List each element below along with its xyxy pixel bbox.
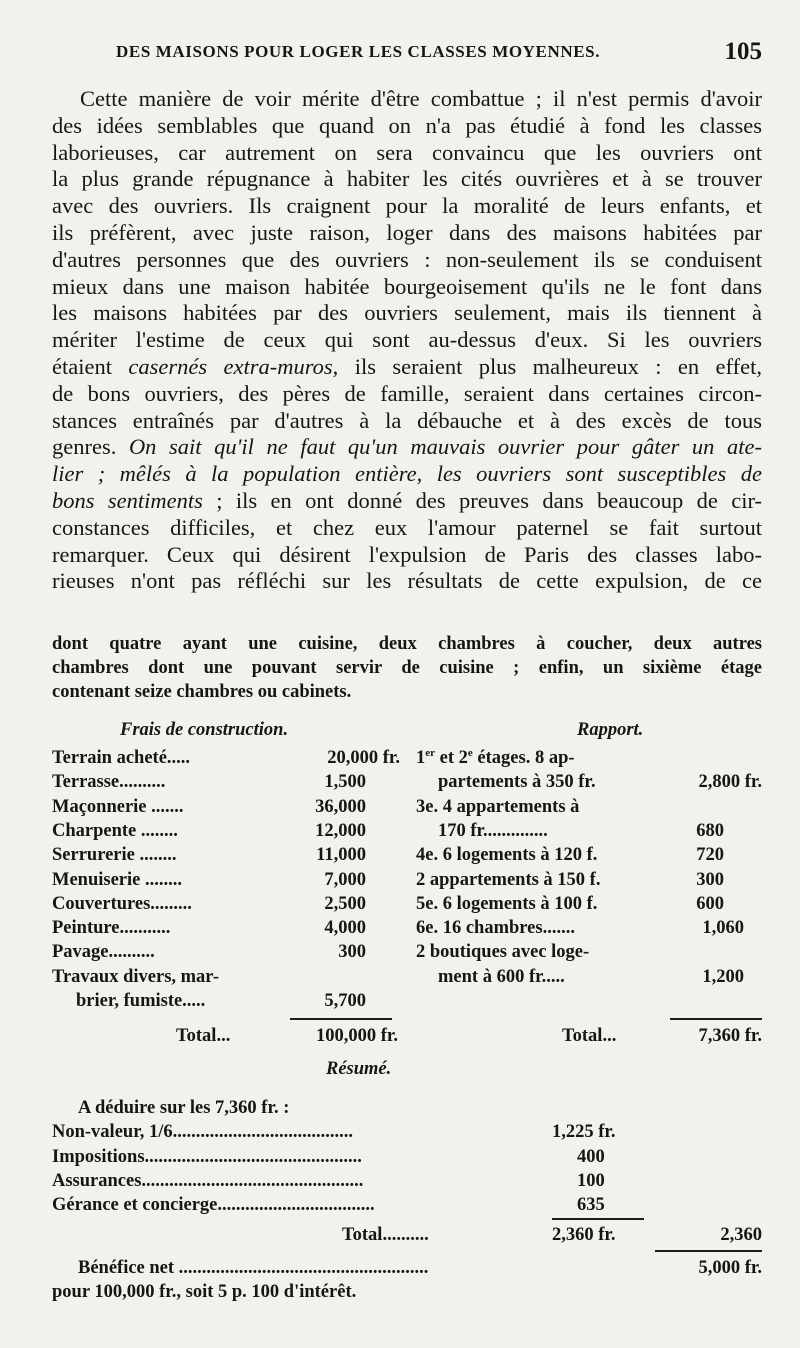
- table-row: [52, 1024, 762, 1048]
- table-row: [416, 965, 762, 989]
- rapport-total-label: Total...: [562, 1026, 617, 1046]
- table-row: [416, 940, 762, 964]
- table-row: [52, 1096, 762, 1120]
- table-row: [52, 795, 400, 819]
- cost-value: 2,500: [324, 893, 366, 914]
- resume-intro: A déduire sur les 7,360 fr. :: [78, 1098, 290, 1118]
- table-row: [416, 916, 762, 940]
- cost-value: 36,000: [315, 796, 366, 817]
- text-line: de bons ouvriers, des pères de famille, seraient dans certaines circon-: [52, 380, 762, 406]
- table-row: [52, 916, 400, 940]
- text-line: constances difficiles, et chez eux l'amour paternel se fait surtout: [52, 514, 762, 540]
- cost-label: Travaux divers, mar-: [52, 966, 219, 987]
- text-run: et 2: [435, 748, 468, 768]
- superscript: er: [425, 746, 436, 759]
- footnote-text: [52, 632, 762, 704]
- italic-run: bons sentiments: [52, 487, 203, 513]
- footnote-line: dont quatre ayant une cuisine, deux chambres à coucher, deux autres: [52, 634, 762, 654]
- footnote-line: chambres dont une pouvant servir de cuisine ; enfin, un sixième étage: [52, 658, 762, 678]
- table-row: [52, 1193, 762, 1217]
- rapport-value: 2,800 fr.: [698, 772, 762, 793]
- text-line: d'autres personnes que des ouvriers : non-seulement ils se conduisent: [52, 246, 762, 272]
- table-row: [52, 819, 400, 843]
- cost-label: Terrasse..........: [52, 772, 166, 793]
- rapport-label: 2 boutiques avec loge-: [416, 942, 590, 963]
- cost-value: 4,000: [324, 918, 366, 939]
- resume-value: 1,225 fr.: [552, 1122, 616, 1143]
- rapport-value: 680: [696, 820, 724, 841]
- total-rule: [655, 1250, 762, 1252]
- rapport-label: 2 appartements à 150 f.: [416, 869, 601, 890]
- rapport-label: ment à 600 fr.....: [438, 966, 565, 987]
- superscript: e: [467, 746, 473, 759]
- resume-label: Impositions...............................................: [52, 1146, 362, 1167]
- resume-heading: Résumé.: [326, 1059, 392, 1079]
- running-title: DES MAISONS POUR LOGER LES CLASSES MOYENNES.: [116, 42, 601, 61]
- table-row: [52, 868, 400, 892]
- rapport-label: 6e. 16 chambres.......: [416, 918, 575, 939]
- table-row: [52, 1280, 762, 1304]
- table-row: [52, 1169, 762, 1193]
- rapport-value: 600: [696, 893, 724, 914]
- costs-total-value: 100,000 fr.: [315, 1026, 398, 1046]
- table-row: [416, 868, 762, 892]
- table-row: [416, 819, 762, 843]
- rapport-value: 300: [696, 869, 724, 890]
- table-row: [52, 892, 400, 916]
- resume-total-value: 2,360 fr.: [552, 1225, 616, 1245]
- text-run: , ils seraient plus malheureux : en effet,: [332, 353, 762, 379]
- text-run: étages. 8 ap-: [472, 748, 575, 768]
- resume-label: Gérance et concierge..................................: [52, 1195, 375, 1216]
- rapport-heading: Rapport.: [577, 720, 644, 740]
- table-row: [416, 770, 762, 794]
- cost-label: brier, fumiste.....: [76, 991, 206, 1011]
- resume-label: Non-valeur, 1/6.......................................: [52, 1122, 353, 1143]
- text-line: mériter l'estime de ceux qui sont au-dessus d'eux. Si les ouvriers: [52, 327, 762, 353]
- rapport-value: 1,060: [702, 918, 744, 939]
- text-run: ; ils en ont donné des preuves dans beaucoup de cir-: [202, 487, 762, 513]
- main-paragraph: [52, 86, 762, 595]
- cost-value: 11,000: [316, 845, 366, 866]
- footnote-line: contenant seize chambres ou cabinets.: [52, 682, 352, 702]
- costs-heading: Frais de construction.: [120, 720, 289, 740]
- rapport-value: 720: [696, 845, 724, 866]
- rapport-label: partements à 350 fr.: [438, 772, 596, 793]
- table-row: [52, 989, 400, 1013]
- net-label: Bénéfice net ......................................................: [78, 1258, 429, 1278]
- table-row: [52, 1120, 762, 1144]
- text-run: genres.: [52, 434, 129, 460]
- resume-total-out: 2,360: [720, 1225, 762, 1245]
- text-line: lier ; mêlés à la population entière, les ouvriers sont susceptibles de: [52, 461, 762, 487]
- text-line: ils préfèrent, avec juste raison, loger dans des maisons habitées par: [52, 219, 762, 245]
- rapport-label: 3e. 4 appartements à: [416, 796, 580, 817]
- rapport-label: 170 fr..............: [438, 820, 548, 841]
- table-row: [52, 770, 400, 794]
- table-row: [416, 843, 762, 867]
- text-line: la plus grande répugnance à habiter les cités ouvrières et à se trouver: [52, 166, 762, 192]
- rapport-label: 5e. 6 logements à 100 f.: [416, 893, 598, 914]
- text-line: [52, 434, 762, 461]
- resume-value: 635: [577, 1195, 605, 1216]
- total-rule: [290, 1018, 392, 1020]
- table-row: [52, 965, 400, 989]
- rapport-total-value: 7,360 fr.: [698, 1026, 762, 1046]
- table-row: [52, 940, 400, 964]
- text-line: Cette manière de voir mérite d'être combattue ; il n'est permis d'avoir: [80, 86, 762, 111]
- text-line: [52, 354, 762, 381]
- text-run: 1: [416, 748, 426, 768]
- table-row: [416, 892, 762, 916]
- cost-value: 300: [338, 942, 366, 963]
- text-line: [52, 488, 762, 515]
- resume-value: 400: [577, 1146, 605, 1167]
- text-line: des idées semblables que quand on n'a pas étudié à fond les classes: [52, 112, 762, 138]
- table-row: [52, 843, 400, 867]
- text-line: laborieuses, car autrement on sera convaincu que les ouvriers ont: [52, 139, 762, 165]
- total-rule: [670, 1018, 762, 1020]
- cost-label: Serrurerie ........: [52, 845, 177, 866]
- rapport-label: [416, 746, 656, 770]
- table-row: [52, 1145, 762, 1169]
- cost-label: Couvertures.........: [52, 893, 192, 914]
- table-row: [416, 746, 762, 770]
- italic-run: casernés extra-muros: [128, 353, 333, 379]
- page-header: [116, 38, 762, 68]
- text-line: mieux dans une maison habitée bourgeoisement qu'ils ne le font dans: [52, 273, 762, 299]
- text-line: les maisons habitées par des ouvriers seulement, mais ils tiennent à: [52, 300, 762, 326]
- text-run: étaient: [52, 353, 129, 379]
- text-line: remarquer. Ceux qui désirent l'expulsion de Paris des classes labo-: [52, 541, 762, 567]
- cost-value: 5,700: [324, 991, 366, 1011]
- cost-label: Maçonnerie .......: [52, 796, 184, 817]
- table-row: [52, 1223, 762, 1247]
- net-value: 5,000 fr.: [698, 1258, 762, 1278]
- rapport-value: 1,200: [702, 966, 744, 987]
- table-row: [52, 1256, 762, 1280]
- rapport-label: 4e. 6 logements à 120 f.: [416, 845, 598, 866]
- resume-label: Assurances................................................: [52, 1170, 364, 1191]
- text-line: stances entraînés par d'autres à la débauche et à des excès de tous: [52, 407, 762, 433]
- cost-value: 12,000: [315, 820, 366, 841]
- cost-value: 1,500: [324, 772, 366, 793]
- cost-label: Charpente ........: [52, 820, 178, 841]
- resume-value: 100: [577, 1170, 605, 1191]
- cost-label: Peinture...........: [52, 918, 171, 939]
- text-line: rieuses n'ont pas réfléchi sur les résultats de cette expulsion, de ce: [52, 568, 762, 594]
- text-line: avec des ouvriers. Ils craignent pour la moralité de leurs enfants, et: [52, 193, 762, 219]
- final-line: pour 100,000 fr., soit 5 p. 100 d'intérêt.: [52, 1282, 357, 1303]
- italic-run: On sait qu'il ne faut qu'un mauvais ouvrier pour gâter un ate-: [128, 434, 762, 460]
- cost-label: Pavage..........: [52, 942, 155, 963]
- cost-value: 20,000 fr.: [327, 748, 400, 768]
- table-row: [52, 746, 400, 770]
- table-row: [416, 795, 762, 819]
- resume-total-label: Total..........: [342, 1225, 429, 1245]
- page-number: 105: [724, 38, 762, 65]
- cost-label: Terrain acheté.....: [52, 748, 191, 768]
- costs-total-label: Total...: [176, 1026, 231, 1046]
- total-rule: [552, 1218, 644, 1220]
- cost-label: Menuiserie ........: [52, 869, 182, 890]
- cost-value: 7,000: [324, 869, 366, 890]
